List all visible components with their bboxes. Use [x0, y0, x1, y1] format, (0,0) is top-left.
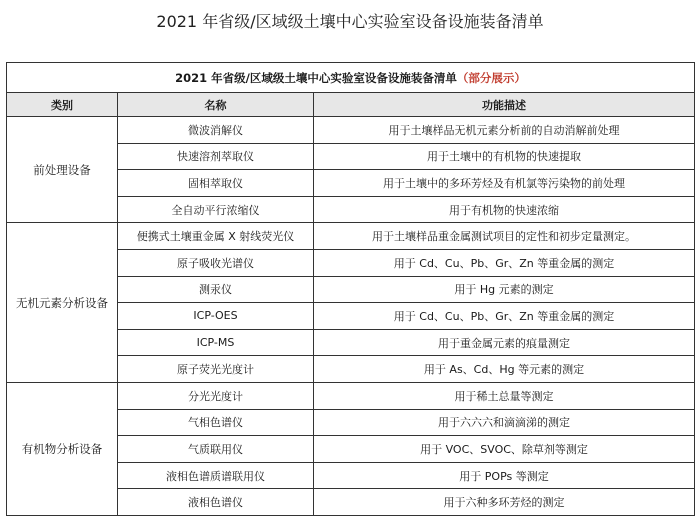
- equipment-name-cell: 液相色谱质谱联用仪: [118, 462, 314, 489]
- table-title-cell: [7, 63, 695, 93]
- category-cell: 有机物分析设备: [7, 382, 118, 515]
- equipment-name-cell: 固相萃取仪: [118, 170, 314, 197]
- function-description-cell: 用于六种多环芳烃的测定: [314, 489, 695, 516]
- category-cell: 前处理设备: [7, 117, 118, 223]
- equipment-name-cell: 快速溶剂萃取仪: [118, 143, 314, 170]
- equipment-name-cell: 原子荧光光度计: [118, 356, 314, 383]
- equipment-name-cell: 原子吸收光谱仪: [118, 249, 314, 276]
- header-name: 名称: [118, 93, 314, 117]
- function-description-cell: 用于 VOC、SVOC、除草剂等测定: [314, 436, 695, 463]
- function-description-cell: 用于土壤中的多环芳烃及有机氯等污染物的前处理: [314, 170, 695, 197]
- function-description-cell: 用于 Hg 元素的测定: [314, 276, 695, 303]
- function-description-cell: 用于土壤样品无机元素分析前的自动消解前处理: [314, 117, 695, 144]
- function-description-cell: 用于有机物的快速浓缩: [314, 196, 695, 223]
- table-title: 2021 年省级/区域级土壤中心实验室设备设施装备清单: [175, 70, 457, 85]
- equipment-table: [6, 62, 695, 516]
- function-description-cell: 用于 As、Cd、Hg 等元素的测定: [314, 356, 695, 383]
- function-description-cell: 用于 Cd、Cu、Pb、Gr、Zn 等重金属的测定: [314, 303, 695, 330]
- function-description-cell: 用于 POPs 等测定: [314, 462, 695, 489]
- header-description: 功能描述: [314, 93, 695, 117]
- equipment-name-cell: 气质联用仪: [118, 436, 314, 463]
- equipment-name-cell: 气相色谱仪: [118, 409, 314, 436]
- table-header-row: [7, 93, 695, 117]
- page-title: 2021 年省级/区域级土壤中心实验室设备设施装备清单: [156, 12, 544, 31]
- equipment-name-cell: 全自动平行浓缩仪: [118, 196, 314, 223]
- header-category: 类别: [7, 93, 118, 117]
- table-row: [7, 223, 695, 250]
- table-title-row: [7, 63, 695, 93]
- function-description-cell: 用于土壤中的有机物的快速提取: [314, 143, 695, 170]
- table-title-highlight: （部分展示）: [456, 70, 526, 85]
- function-description-cell: 用于重金属元素的痕量测定: [314, 329, 695, 356]
- table-row: [7, 117, 695, 144]
- equipment-name-cell: 测汞仪: [118, 276, 314, 303]
- function-description-cell: 用于 Cd、Cu、Pb、Gr、Zn 等重金属的测定: [314, 249, 695, 276]
- table-row: [7, 382, 695, 409]
- category-cell: 无机元素分析设备: [7, 223, 118, 383]
- equipment-name-cell: 微波消解仪: [118, 117, 314, 144]
- function-description-cell: 用于六六六和滴滴涕的测定: [314, 409, 695, 436]
- function-description-cell: 用于土壤样品重金属测试项目的定性和初步定量测定。: [314, 223, 695, 250]
- equipment-name-cell: 液相色谱仪: [118, 489, 314, 516]
- equipment-name-cell: 分光光度计: [118, 382, 314, 409]
- function-description-cell: 用于稀土总量等测定: [314, 382, 695, 409]
- equipment-name-cell: 便携式土壤重金属 X 射线荧光仪: [118, 223, 314, 250]
- equipment-name-cell: ICP-OES: [118, 303, 314, 330]
- equipment-name-cell: ICP-MS: [118, 329, 314, 356]
